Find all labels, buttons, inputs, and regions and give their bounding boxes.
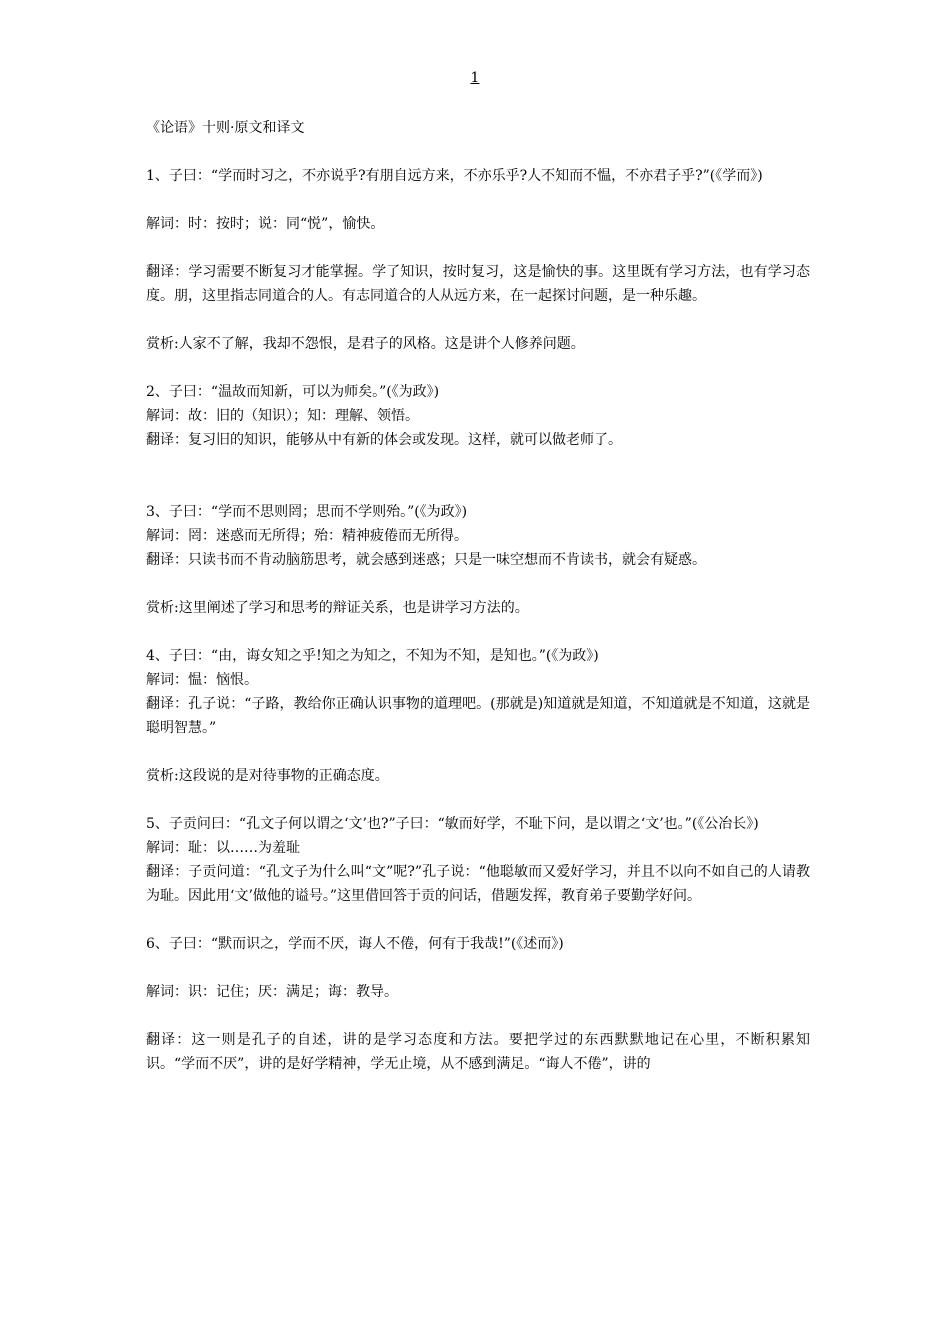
item-1-quote: 1、子曰：“学而时习之，不亦说乎?有朋自远方来，不亦乐乎?人不知而不愠，不亦君子乎?”(《学而》) — [146, 168, 763, 184]
item-4-translate: 翻译：孔子说：“子路，教给你正确认识事物的道理吧。(那就是)知道就是知道，不知道就是不知道，这就是聪明智慧。” — [146, 696, 810, 736]
item-6-explain: 解词：识：记住；厌：满足；诲：教导。 — [146, 984, 398, 1000]
item-6-translate: 翻译：这一则是孔子的自述，讲的是学习态度和方法。要把学过的东西默默地记在心里，不断积累知识。“学而不厌”，讲的是好学精神，学无止境，从不感到满足。“诲人不倦”，讲的 — [146, 1032, 810, 1072]
document-body — [146, 116, 810, 1076]
item-5-explain: 解词：耻：以……为羞耻 — [146, 840, 300, 856]
item-4-quote: 4、子曰：“由，诲女知之乎!知之为知之，不知为不知，是知也。”(《为政》) — [146, 648, 599, 664]
item-5-translate: 翻译：子贡问道：“孔文子为什么叫“文”呢?”孔子说：“他聪敏而又爱好学习，并且不以向不如自己的人请教为耻。因此用‘文’做他的谥号。”这里借回答于贡的问话，借题发挥，教育弟子要勤学好问。 — [146, 864, 810, 904]
item-4-explain: 解词：愠：恼恨。 — [146, 672, 258, 688]
item-2-translate: 翻译：复习旧的知识，能够从中有新的体会或发现。这样，就可以做老师了。 — [146, 432, 622, 448]
item-6-quote: 6、子曰：“默而识之，学而不厌，诲人不倦，何有于我哉!”(《述而》) — [146, 936, 564, 952]
item-3-appreciate: 赏析:这里阐述了学习和思考的辩证关系，也是讲学习方法的。 — [146, 600, 529, 616]
item-3-translate: 翻译：只读书而不肯动脑筋思考，就会感到迷惑；只是一味空想而不肯读书，就会有疑惑。 — [146, 552, 706, 568]
document-title: 《论语》十则·原文和译文 — [146, 120, 305, 136]
item-3-explain: 解词：罔：迷惑而无所得；殆：精神疲倦而无所得。 — [146, 528, 468, 544]
item-3-quote: 3、子曰：“学而不思则罔；思而不学则殆。”(《为政》) — [146, 504, 468, 520]
page-number: 1 — [470, 70, 480, 86]
item-1-translate: 翻译：学习需要不断复习才能掌握。学了知识，按时复习，这是愉快的事。这里既有学习方法，也有学习态度。朋，这里指志同道合的人。有志同道合的人从远方来，在一起探讨问题，是一种乐趣。 — [146, 264, 810, 304]
item-1-explain: 解词：时：按时；说：同“悦”，愉快。 — [146, 216, 385, 232]
item-1-appreciate: 赏析:人家不了解，我却不怨恨，是君子的风格。这是讲个人修养问题。 — [146, 336, 585, 352]
item-2-quote: 2、子曰：“温故而知新，可以为师矣。”(《为政》) — [146, 384, 440, 400]
item-2-explain: 解词：故：旧的（知识）；知：理解、领悟。 — [146, 408, 419, 424]
item-5-quote: 5、子贡问曰：“孔文子何以谓之‘文’也?”子曰：“敏而好学，不耻下问，是以谓之‘文’也。”(《公冶长》) — [146, 816, 759, 832]
item-4-appreciate: 赏析:这段说的是对待事物的正确态度。 — [146, 768, 389, 784]
